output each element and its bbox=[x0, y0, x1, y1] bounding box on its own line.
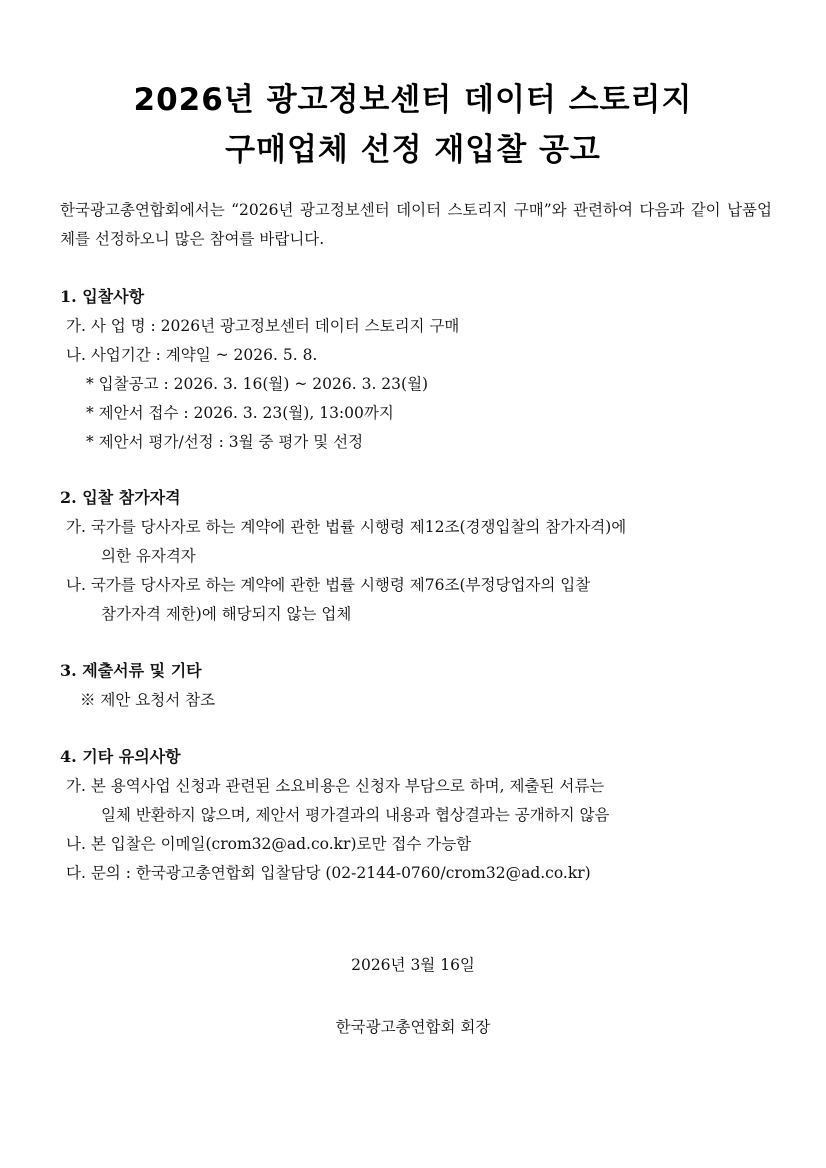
section1-item-period: 나. 사업기간 : 계약일 ~ 2026. 5. 8. bbox=[66, 346, 318, 364]
section2-item-na-line2: 참가자격 제한)에 해당되지 않는 업체 bbox=[101, 605, 352, 623]
section4-item-da: 다. 문의 : 한국광고총연합회 입찰담당 (02-2144-0760/crom32@ad.co.kr) bbox=[66, 864, 591, 882]
section2-item-ga-line2: 의한 유자격자 bbox=[101, 547, 196, 565]
section4-item-na: 나. 본 입찰은 이메일(crom32@ad.co.kr)로만 접수 가능함 bbox=[66, 835, 472, 853]
section2-item-na-line1: 나. 국가를 당사자로 하는 계약에 관한 법률 시행령 제76조(부정당업자의 입찰 bbox=[66, 576, 591, 594]
section2-item-ga-line1: 가. 국가를 당사자로 하는 계약에 관한 법률 시행령 제12조(경쟁입찰의 참가자격)에 bbox=[66, 518, 627, 536]
section4-item-ga-line2: 일체 반환하지 않으며, 제안서 평가결과의 내용과 협상결과는 공개하지 않음 bbox=[101, 806, 610, 824]
document-title-line1: 2026년 광고정보센터 데이터 스토리지 bbox=[133, 82, 693, 118]
section1-item-project-name: 가. 사 업 명 : 2026년 광고정보센터 데이터 스토리지 구매 bbox=[66, 317, 460, 335]
announcement-date: 2026년 3월 16일 bbox=[351, 956, 475, 974]
document-title-line2: 구매업체 선정 재입찰 공고 bbox=[225, 132, 601, 168]
section1-heading: 1. 입찰사항 bbox=[60, 287, 145, 306]
section2-heading: 2. 입찰 참가자격 bbox=[60, 488, 181, 507]
section3-heading: 3. 제출서류 및 기타 bbox=[60, 661, 202, 680]
section3-note: ※ 제안 요청서 참조 bbox=[80, 691, 216, 709]
section1-sub-submission: * 제안서 접수 : 2026. 3. 23(월), 13:00까지 bbox=[86, 404, 394, 422]
section4-heading: 4. 기타 유의사항 bbox=[60, 747, 181, 766]
signature-line: 한국광고총연합회 회장 bbox=[335, 1018, 491, 1036]
section4-item-ga-line1: 가. 본 용역사업 신청과 관련된 소요비용은 신청자 부담으로 하며, 제출된 서류는 bbox=[66, 777, 605, 795]
section1-sub-evaluation: * 제안서 평가/선정 : 3월 중 평가 및 선정 bbox=[86, 433, 364, 451]
intro-paragraph: 한국광고총연합회에서는 “2026년 광고정보센터 데이터 스토리지 구매”와 관련하여 다음과 같이 납품업체를 선정하오니 많은 참여를 바랍니다. bbox=[60, 201, 772, 248]
section1-sub-notice: * 입찰공고 : 2026. 3. 16(월) ~ 2026. 3. 23(월) bbox=[86, 375, 429, 393]
